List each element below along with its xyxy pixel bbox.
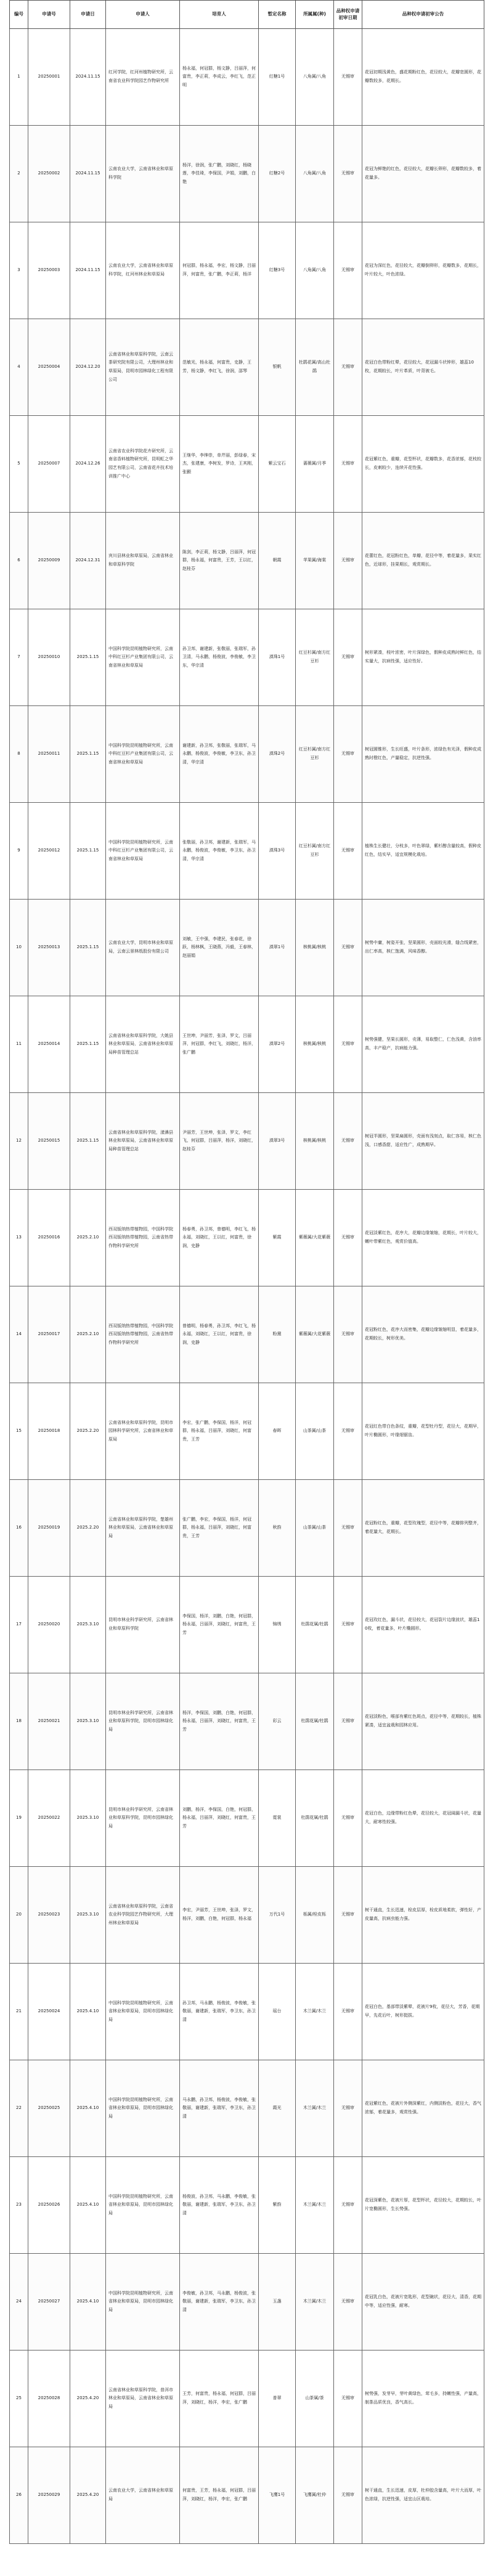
cell-no: 11	[10, 996, 28, 1093]
cell-notice: 花冠玫红色，漏斗状，花径较大，花冠裂片边缘波状，雄蕊10枚，着花量多，叶片椭圆形。	[362, 1577, 484, 1673]
cell-app-no: 20250003	[28, 222, 70, 319]
cell-no: 15	[10, 1383, 28, 1480]
cell-review-date: 无锡审	[334, 416, 362, 513]
cell-no: 7	[10, 609, 28, 706]
cell-notice: 树势强健，坚果长圆形，壳薄，易取整仁，仁色浅黄，含油率高，丰产稳产，抗病能力强。	[362, 996, 484, 1093]
cell-genus: 木兰属/木兰	[296, 2157, 334, 2254]
cell-date: 2025.2.10	[70, 1286, 106, 1383]
cell-genus: 杜鹃花属/高山杜鹃	[296, 319, 334, 416]
cell-date: 2025.4.20	[70, 2350, 106, 2447]
cell-breeders: 张广鹏，李宏，李保国，杨洋，何冠群，杨永福，吕丽萍，刘晓红，何富贵，王芳	[180, 1480, 259, 1577]
cell-review-date: 无锡审	[334, 2447, 362, 2544]
table-row	[10, 1867, 484, 1964]
cell-genus: 山茶属/山茶	[296, 1480, 334, 1577]
cell-notice: 花冠白色，基部带淡紫晕，花被片9枚，花径大，芳香，花期早，先花后叶，树形挺拔。	[362, 1964, 484, 2060]
cell-date: 2025.3.10	[70, 1673, 106, 1770]
cell-date: 2024.11.15	[70, 29, 106, 126]
table-row	[10, 222, 484, 319]
cell-genus: 杜鹃花属/杜鹃	[296, 1770, 334, 1867]
cell-applicant: 云南农业大学，昆明市林业和草原局，云南云景林纸股份有限公司	[106, 900, 180, 996]
table-row	[10, 1383, 484, 1480]
cell-applicant: 云南省林业和草原科学院，昆明市园林科学研究所，云南省林业和草原局	[106, 1383, 180, 1480]
cell-applicant: 云南农业大学，云南省林业和草原科学院	[106, 126, 180, 222]
cell-review-date: 无锡审	[334, 513, 362, 609]
header-review-date: 品种权申请初审日期	[334, 1, 362, 29]
cell-name: 滇翠1号	[259, 900, 296, 996]
cell-genus: 红豆杉属/南方红豆杉	[296, 706, 334, 803]
cell-applicant: 昆明市林业科学研究所，云南省林业和草原科学院	[106, 1577, 180, 1673]
table-row	[10, 1673, 484, 1770]
cell-review-date: 无锡审	[334, 1093, 362, 1190]
cell-notice: 树冠半圆形，坚果扁圆形，壳面有浅刻点，取仁容易，核仁色浅，口感香甜，适应性广，成熟期早。	[362, 1093, 484, 1190]
table-row	[10, 2447, 484, 2544]
cell-app-no: 20250016	[28, 1190, 70, 1286]
header-notice: 品种权申请初审公告	[362, 1, 484, 29]
cell-app-no: 20250019	[28, 1480, 70, 1577]
cell-date: 2024.12.20	[70, 319, 106, 416]
table-row	[10, 126, 484, 222]
cell-app-no: 20250009	[28, 513, 70, 609]
cell-no: 26	[10, 2447, 28, 2544]
cell-date: 2025.4.10	[70, 2254, 106, 2350]
cell-breeders: 曾德明，杨春勇，孙卫邦，李红飞，杨永福，刘晓红，王以红，何富贵，徐润，史静	[180, 1286, 259, 1383]
cell-no: 22	[10, 2060, 28, 2157]
cell-no: 4	[10, 319, 28, 416]
cell-applicant: 云南省林业和草原科学院，大姚县林业和草原局，云南省林业和草原局种苗管理总站	[106, 996, 180, 1093]
cell-notice: 花冠初期浅黄色，盛花期粉红色，花径较大，花瓣宽圆形，花瓣数较多，花期长。	[362, 29, 484, 126]
cell-review-date: 无锡审	[334, 1383, 362, 1480]
cell-applicant: 中国科学院昆明植物研究所，云南省林业和草原局，昆明市园林绿化局	[106, 2060, 180, 2157]
cell-no: 17	[10, 1577, 28, 1673]
cell-app-no: 20250001	[28, 29, 70, 126]
cell-genus: 核桃属/核桃	[296, 1093, 334, 1190]
cell-no: 24	[10, 2254, 28, 2350]
header-no: 编号	[10, 1, 28, 29]
cell-no: 5	[10, 416, 28, 513]
table-row	[10, 1190, 484, 1286]
cell-name: 朝霞	[259, 513, 296, 609]
cell-app-no: 20250017	[28, 1286, 70, 1383]
cell-notice: 树干通直，生长迅速，皮厚，杜仲胶含量高，叶片大而厚，叶色浓绿，抗逆性强，适宜山区栽培。	[362, 2447, 484, 2544]
cell-breeders: 李俊敏，孙卫邦，马永鹏，杨俊波，张敬丽，谢建新，张瑞军，李卫东，孙卫清	[180, 2254, 259, 2350]
cell-genus: 八角属/八角	[296, 222, 334, 319]
header-name: 暂定名称	[259, 1, 296, 29]
table-row	[10, 1480, 484, 1577]
cell-breeders: 张敬丽，孙卫邦，谢建新，张瑞军，马永鹏，杨俊波，李俊敏，李卫东，孙卫清，华宗清	[180, 803, 259, 900]
cell-name: 滇珠3号	[259, 803, 296, 900]
cell-no: 9	[10, 803, 28, 900]
table-row	[10, 1964, 484, 2060]
cell-no: 8	[10, 706, 28, 803]
cell-name: 瑶台	[259, 1964, 296, 2060]
cell-applicant: 宾川县林业和草原局，云南省林业和草原科学院	[106, 513, 180, 609]
table-row	[10, 29, 484, 126]
header-app-no: 申请号	[28, 1, 70, 29]
cell-review-date: 无锡审	[334, 1867, 362, 1964]
cell-no: 18	[10, 1673, 28, 1770]
cell-date: 2025.4.10	[70, 2060, 106, 2157]
cell-notice: 花冠白色，边缘带粉红色晕，花径较大，花冠阔漏斗状，花量大，耐寒性较强。	[362, 1770, 484, 1867]
cell-genus: 木兰属/木兰	[296, 2060, 334, 2157]
cell-genus: 飞鹰属/杜仲	[296, 2447, 334, 2544]
cell-breeders: 李宏，张广鹏，李保国，杨洋，何冠群，杨永福，吕丽萍，刘晓红，何富贵，王芳	[180, 1383, 259, 1480]
cell-date: 2025.1.15	[70, 803, 106, 900]
cell-review-date: 无锡审	[334, 1286, 362, 1383]
cell-name: 秋韵	[259, 1480, 296, 1577]
cell-breeders: 李宏，尹丽芳，王世坤，张泽，罗文，杨洋，刘鹏，白艳，何冠群，杨永福	[180, 1867, 259, 1964]
cell-breeders: 尹丽芳，王世坤，张泽，罗文，李红飞，何冠群，吕丽萍，杨洋，刘晓红，赵桂芬	[180, 1093, 259, 1190]
cell-genus: 核桃属/核桃	[296, 900, 334, 996]
table-row	[10, 1577, 484, 1673]
cell-genus: 八角属/八角	[296, 126, 334, 222]
cell-review-date: 无锡审	[334, 1964, 362, 2060]
cell-applicant: 中国科学院昆明植物研究所，云南省林业和草原局，昆明市园林绿化局	[106, 1964, 180, 2060]
header-breeders: 培育人	[180, 1, 259, 29]
cell-app-no: 20250029	[28, 2447, 70, 2544]
header-applicant: 申请人	[106, 1, 180, 29]
cell-breeders: 刘鹏，杨洋，李保国，白艳，何冠群，杨永福，吕丽萍，刘晓红，何富贵，王芳	[180, 1770, 259, 1867]
cell-name: 银帆	[259, 319, 296, 416]
cell-name: 玉盏	[259, 2254, 296, 2350]
table-row	[10, 2157, 484, 2254]
cell-no: 10	[10, 900, 28, 996]
cell-notice: 树干通直，生长迅速，栓皮层厚，栓皮质地柔软，弹性好，产皮量高，抗病虫能力强。	[362, 1867, 484, 1964]
cell-review-date: 无锡审	[334, 803, 362, 900]
cell-no: 16	[10, 1480, 28, 1577]
cell-breeders: 何富贵，王芳，杨永福，何冠群，吕丽萍，刘晓红，杨洋，李宏，张广鹏	[180, 2447, 259, 2544]
cell-genus: 红豆杉属/南方红豆杉	[296, 803, 334, 900]
cell-notice: 花冠粉红色，重瓣，花型玫瑰型，花径中等，花瓣排列整齐，着花量大，花期长。	[362, 1480, 484, 1577]
cell-app-no: 20250023	[28, 1867, 70, 1964]
cell-no: 19	[10, 1770, 28, 1867]
cell-no: 3	[10, 222, 28, 319]
cell-review-date: 无锡审	[334, 1770, 362, 1867]
cell-review-date: 无锡审	[334, 900, 362, 996]
cell-app-no: 20250022	[28, 1770, 70, 1867]
cell-notice: 花冠乳白色，花被片宽匙形，花型碗状，花径大，清香，花期中等，适应性强，耐寒。	[362, 2254, 484, 2350]
cell-applicant: 云南农业大学，云南省林业和草原科学院，红河州林业和草原局	[106, 222, 180, 319]
cell-notice: 植株生长健壮，分枝多，叶色翠绿，紫杉醇含量较高，假种皮红色，结实早，适宜规模化栽培。	[362, 803, 484, 900]
cell-app-no: 20250018	[28, 1383, 70, 1480]
cell-genus: 栎属/栓皮栎	[296, 1867, 334, 1964]
table-row	[10, 1093, 484, 1190]
table-body	[10, 29, 484, 2544]
cell-genus: 八角属/八角	[296, 29, 334, 126]
cell-breeders: 何冠群，杨永福，李宏，杨文静，吕丽萍，何富贵，张广鹏，李正莉，杨洋	[180, 222, 259, 319]
cell-app-no: 20250026	[28, 2157, 70, 2254]
cell-applicant: 云南省林业和草原科学院，楚雄州林业和草原局，云南省林业和草原局	[106, 1480, 180, 1577]
cell-breeders: 范敏光，杨永福，何富贵，史静，王芳，杨文静，李红飞，徐润，邵琴	[180, 319, 259, 416]
cell-name: 滇翠3号	[259, 1093, 296, 1190]
cell-breeders: 孙卫邦，马永鹏，杨俊波，李俊敏，张敬丽，谢建新，张瑞军，李卫东，孙卫清	[180, 1964, 259, 2060]
cell-review-date: 无锡审	[334, 2254, 362, 2350]
cell-name: 春晖	[259, 1383, 296, 1480]
cell-name: 滇翠2号	[259, 996, 296, 1093]
cell-date: 2024.11.15	[70, 222, 106, 319]
cell-applicant: 云南省农业科学院花卉研究所，云南省香料植物研究所，昆明虹之华园艺有限公司，云南省花卉技术培训推广中心	[106, 416, 180, 513]
variety-table	[9, 0, 484, 2544]
cell-date: 2025.4.20	[70, 2447, 106, 2544]
page	[9, 0, 484, 2544]
cell-date: 2025.2.20	[70, 1480, 106, 1577]
table-row	[10, 900, 484, 996]
cell-notice: 花冠白色带粉红晕，花径较大，花冠漏斗状钟形，雄蕊10枚，花期较长，叶片革质，叶背被毛。	[362, 319, 484, 416]
cell-app-no: 20250015	[28, 1093, 70, 1190]
cell-review-date: 无锡审	[334, 1577, 362, 1673]
cell-breeders: 杨永福，何冠群，杨文静，吕丽萍，何富贵，李正莉，李成云，李红飞，范正明	[180, 29, 259, 126]
cell-no: 20	[10, 1867, 28, 1964]
cell-date: 2025.4.10	[70, 1964, 106, 2060]
cell-app-no: 20250007	[28, 416, 70, 513]
cell-genus: 杜鹃花属/杜鹃	[296, 1673, 334, 1770]
cell-genus: 红豆杉属/南方红豆杉	[296, 609, 334, 706]
cell-no: 6	[10, 513, 28, 609]
table-row	[10, 416, 484, 513]
cell-review-date: 无锡审	[334, 319, 362, 416]
cell-review-date: 无锡审	[334, 29, 362, 126]
cell-breeders: 王世坤，尹丽芳，张泽，罗文，吕丽萍，何冠群，李红飞，刘晓红，杨洋，张广鹏	[180, 996, 259, 1093]
cell-applicant: 云南省林业和草原科学院，云南云茶研究院有限公司，大理州林业和草原局，昆明市园林绿化工程有限公司	[106, 319, 180, 416]
cell-applicant: 西双版纳热带植物园，中国科学院西双版纳热带植物园，云南省热带作物科学研究所	[106, 1286, 180, 1383]
cell-app-no: 20250027	[28, 2254, 70, 2350]
cell-applicant: 西双版纳热带植物园，中国科学院西双版纳热带植物园，云南省热带作物科学研究所	[106, 1190, 180, 1286]
cell-app-no: 20250020	[28, 1577, 70, 1673]
table-header	[10, 1, 484, 29]
cell-review-date: 无锡审	[334, 996, 362, 1093]
cell-no: 2	[10, 126, 28, 222]
cell-name: 霓裳	[259, 1770, 296, 1867]
cell-name: 紫霞	[259, 1190, 296, 1286]
cell-review-date: 无锡审	[334, 126, 362, 222]
cell-app-no: 20250025	[28, 2060, 70, 2157]
cell-applicant: 云南省林业和草原科学院，普洱市林业和草原局，云南省林业和草原局	[106, 2350, 180, 2447]
header-genus: 所属属(种)	[296, 1, 334, 29]
cell-no: 1	[10, 29, 28, 126]
cell-genus: 木兰属/木兰	[296, 1964, 334, 2060]
cell-no: 13	[10, 1190, 28, 1286]
cell-date: 2024.11.15	[70, 126, 106, 222]
cell-app-no: 20250013	[28, 900, 70, 996]
cell-app-no: 20250014	[28, 996, 70, 1093]
cell-breeders: 刘敏，王中强，李建民，张春花，徐跃，杨林枫，王晓燕，冯毅，王春林，赵丽娟	[180, 900, 259, 996]
cell-date: 2024.12.26	[70, 416, 106, 513]
cell-breeders: 杨春勇，孙卫邦，曾德明，李红飞，杨永福，刘晓红，王以红，何富贵，徐润，史静	[180, 1190, 259, 1286]
cell-review-date: 无锡审	[334, 706, 362, 803]
cell-breeders: 谢建新，孙卫邦，张敬丽，张瑞军，马永鹏，杨俊波，李俊敏，李卫东，孙卫清，华宗清	[180, 706, 259, 803]
cell-name: 红糖1号	[259, 29, 296, 126]
cell-name: 霞光	[259, 2060, 296, 2157]
cell-breeders: 陈剑，李正莉，杨文静，吕丽萍，何冠群，杨永福，何富贵，王芳，王以红，赵桂芬	[180, 513, 259, 609]
cell-notice: 花冠淡紫红色，花序大，花瓣边缘皱缩，花期长，叶片较大，嫩叶带紫红色，观赏价值高。	[362, 1190, 484, 1286]
cell-breeders: 李保国，杨洋，刘鹏，白艳，何冠群，杨永福，吕丽萍，刘晓红，何富贵，王芳	[180, 1577, 259, 1673]
cell-breeders: 马永鹏，孙卫邦，杨俊波，李俊敏，张敬丽，谢建新，张瑞军，李卫东，孙卫清	[180, 2060, 259, 2157]
cell-name: 红糖2号	[259, 126, 296, 222]
cell-genus: 紫薇属/大花紫薇	[296, 1190, 334, 1286]
cell-review-date: 无锡审	[334, 2060, 362, 2157]
table-row	[10, 996, 484, 1093]
cell-notice: 花冠红色带白色条纹，重瓣，花型牡丹型，花径大，花期早，叶片椭圆形，叶缘细锯齿。	[362, 1383, 484, 1480]
cell-review-date: 无锡审	[334, 2157, 362, 2254]
cell-breeders: 杨洋，李保国，刘鹏，白艳，何冠群，杨永福，吕丽萍，刘晓红，何富贵，王芳	[180, 1673, 259, 1770]
table-row	[10, 609, 484, 706]
cell-genus: 苹果属/海棠	[296, 513, 334, 609]
cell-notice: 花冠深紫色，花被片厚，花型杯状，花径较大，花期较长，叶片宽椭圆形，生长势强。	[362, 2157, 484, 2254]
cell-breeders: 杨洋，徐润，张广鹏，刘晓红，杨晓莲，李佳琦，李保国，尹娟，刘鹏，白艳	[180, 126, 259, 222]
cell-notice: 花蕾红色，花冠粉红色，单瓣，花径中等，着花量多，果实红色，近球形，挂果期长，观赏期长。	[362, 513, 484, 609]
cell-notice: 树冠圆锥形，生长旺盛，叶片条形，浓绿色有光泽，假种皮成熟时橙红色，产量稳定，抗逆性强。	[362, 706, 484, 803]
cell-date: 2025.1.15	[70, 1093, 106, 1190]
cell-notice: 树形紧凑，枝叶浓密，叶片深绿色，假种皮成熟时鲜红色，结实量大，抗病性强，适应性好。	[362, 609, 484, 706]
cell-app-no: 20250012	[28, 803, 70, 900]
cell-name: 紫云宝石	[259, 416, 296, 513]
cell-breeders: 王继华，李绅崇，单芹丽，彭绿春，宋杰，张建康，李树发，罗诗，王其刚，张颢	[180, 416, 259, 513]
cell-notice: 花冠淡粉色，喉部有紫红色斑点，花径中等，花期较长，植株紧凑，适宜盆栽和园林应用。	[362, 1673, 484, 1770]
table-row	[10, 513, 484, 609]
cell-date: 2025.2.20	[70, 1383, 106, 1480]
cell-applicant: 云南农业大学，云南省林业和草原局	[106, 2447, 180, 2544]
table-row	[10, 2254, 484, 2350]
cell-applicant: 云南省林业和草原科学院，云南省农业科学院园艺作物研究所，大理州林业和草原局	[106, 1867, 180, 1964]
cell-no: 14	[10, 1286, 28, 1383]
cell-applicant: 中国科学院昆明植物研究所，云南省林业和草原局，昆明市园林绿化局	[106, 2157, 180, 2254]
cell-name: 锦绣	[259, 1577, 296, 1673]
cell-notice: 树势强，发芽早，芽叶黄绿色，茸毛多，持嫩性强，产量高，制茶品质优良，香气高长。	[362, 2350, 484, 2447]
cell-app-no: 20250021	[28, 1673, 70, 1770]
cell-notice: 花冠为深红色，花径较大，花瓣倒卵形，花瓣数多，花期长，叶片较大，叶色浓绿。	[362, 222, 484, 319]
cell-name: 飞鹰1号	[259, 2447, 296, 2544]
cell-app-no: 20250024	[28, 1964, 70, 2060]
table-row	[10, 2060, 484, 2157]
cell-notice: 花冠紫红色，重瓣，花型杯状，花瓣数多，花香浓郁，花枝较长，皮刺较少，连续开花性强。	[362, 416, 484, 513]
cell-date: 2025.1.15	[70, 706, 106, 803]
cell-review-date: 无锡审	[334, 1673, 362, 1770]
cell-applicant: 中国科学院昆明植物研究所，云南中科红豆杉产业集团有限公司，云南省林业和草原局	[106, 609, 180, 706]
table-row	[10, 1286, 484, 1383]
cell-name: 滇珠1号	[259, 609, 296, 706]
cell-no: 12	[10, 1093, 28, 1190]
table-row	[10, 803, 484, 900]
table-row	[10, 706, 484, 803]
cell-name: 滇珠2号	[259, 706, 296, 803]
cell-genus: 紫薇属/大花紫薇	[296, 1286, 334, 1383]
cell-date: 2025.3.10	[70, 1867, 106, 1964]
cell-genus: 核桃属/核桃	[296, 996, 334, 1093]
cell-no: 25	[10, 2350, 28, 2447]
cell-genus: 山茶属/茶	[296, 2350, 334, 2447]
cell-notice: 花冠紫红色，花被片外侧深紫红，内侧淡粉色，花径大，香气浓郁，着花量多，观赏性强。	[362, 2060, 484, 2157]
cell-date: 2025.2.10	[70, 1190, 106, 1286]
table-row	[10, 2350, 484, 2447]
header-date: 申请日	[70, 1, 106, 29]
cell-no: 21	[10, 1964, 28, 2060]
cell-breeders: 孙卫邦，谢建新，张敬丽，张瑞军，孙卫清，马永鹏，杨俊波，李俊敏，李卫东，华宗清	[180, 609, 259, 706]
cell-applicant: 中国科学院昆明植物研究所，云南中科红豆杉产业集团有限公司，云南省林业和草原局	[106, 803, 180, 900]
cell-genus: 木兰属/木兰	[296, 2254, 334, 2350]
cell-no: 23	[10, 2157, 28, 2254]
cell-applicant: 昆明市林业科学研究所，云南省林业和草原科学院，昆明市园林绿化局	[106, 1770, 180, 1867]
cell-applicant: 红河学院，红河州植物研究所，云南省农业科学院园艺作物研究所	[106, 29, 180, 126]
cell-applicant: 中国科学院昆明植物研究所，云南省林业和草原局，昆明市园林绿化局	[106, 2254, 180, 2350]
cell-app-no: 20250004	[28, 319, 70, 416]
cell-app-no: 20250002	[28, 126, 70, 222]
cell-date: 2025.1.15	[70, 900, 106, 996]
cell-name: 粉黛	[259, 1286, 296, 1383]
cell-applicant: 中国科学院昆明植物研究所，云南中科红豆杉产业集团有限公司，云南省林业和草原局	[106, 706, 180, 803]
cell-notice: 树势中庸，树姿开张，坚果圆形，壳面较光滑，缝合线紧密，出仁率高，核仁饱满，风味香醇。	[362, 900, 484, 996]
cell-app-no: 20250011	[28, 706, 70, 803]
cell-breeders: 王芳，何富贵，杨永福，何冠群，吕丽萍，刘晓红，杨洋，李宏，张广鹏	[180, 2350, 259, 2447]
cell-genus: 山茶属/山茶	[296, 1383, 334, 1480]
cell-name: 万代1号	[259, 1867, 296, 1964]
cell-name: 普翠	[259, 2350, 296, 2447]
table-row	[10, 1770, 484, 1867]
table-row	[10, 319, 484, 416]
cell-notice: 花冠粉红色，花序大而密集，花瓣边缘皱缩明显，着花量多，花期较长，树形优美。	[362, 1286, 484, 1383]
cell-genus: 蔷薇属/月季	[296, 416, 334, 513]
cell-date: 2025.3.10	[70, 1770, 106, 1867]
cell-notice: 花冠为鲜艳的红色，花径较大，花瓣长卵形，花瓣数较多，着花量多。	[362, 126, 484, 222]
cell-date: 2025.3.10	[70, 1577, 106, 1673]
cell-date: 2025.1.15	[70, 609, 106, 706]
cell-review-date: 无锡审	[334, 1480, 362, 1577]
cell-date: 2025.4.10	[70, 2157, 106, 2254]
cell-app-no: 20250028	[28, 2350, 70, 2447]
cell-app-no: 20250010	[28, 609, 70, 706]
cell-date: 2024.12.31	[70, 513, 106, 609]
cell-review-date: 无锡审	[334, 2350, 362, 2447]
cell-genus: 杜鹃花属/杜鹃	[296, 1577, 334, 1673]
cell-review-date: 无锡审	[334, 222, 362, 319]
cell-date: 2025.1.15	[70, 996, 106, 1093]
cell-name: 紫韵	[259, 2157, 296, 2254]
cell-breeders: 杨俊波，孙卫邦，马永鹏，李俊敏，张敬丽，谢建新，张瑞军，李卫东，孙卫清	[180, 2157, 259, 2254]
cell-applicant: 云南省林业和草原科学院，漾濞县林业和草原局，云南省林业和草原局种苗管理总站	[106, 1093, 180, 1190]
cell-review-date: 无锡审	[334, 1190, 362, 1286]
cell-applicant: 昆明市林业科学研究所，云南省林业和草原科学院，昆明市园林绿化局	[106, 1673, 180, 1770]
cell-name: 红糖3号	[259, 222, 296, 319]
cell-review-date: 无锡审	[334, 609, 362, 706]
cell-name: 彩云	[259, 1673, 296, 1770]
